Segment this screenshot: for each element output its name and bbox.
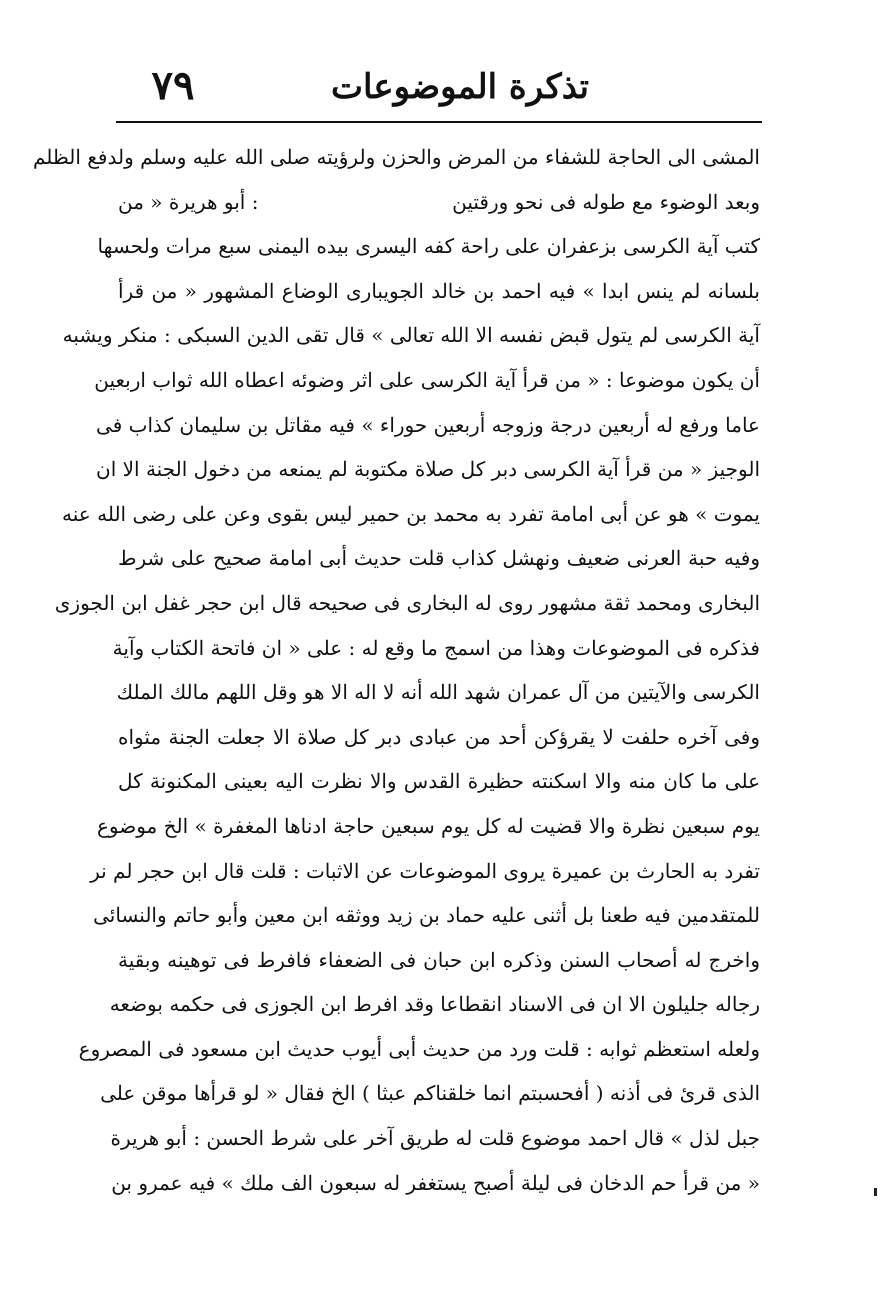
body-text xyxy=(32,135,760,1205)
text-line-11: البخارى ومحمد ثقة مشهور روى له البخارى فى صحيحه قال ابن حجر غفل ابن الجوزى xyxy=(54,590,760,615)
text-line-24: « من قرأ حم الدخان فى ليلة أصبح يستغفر له سبعون الف ملك » فيه عمرو بن xyxy=(111,1170,760,1195)
text-line-9: يموت » هو عن أبى امامة تفرد به محمد بن حمير ليس بقوى وعن على رضى الله عنه xyxy=(62,501,760,526)
page-number: ٧٩ xyxy=(151,62,195,109)
text-line-13: الكرسى والآيتين من آل عمران شهد الله أنه لا اله الا هو وقل اللهم مالك الملك xyxy=(116,680,760,705)
text-line-10: وفيه حبة العرنى ضعيف ونهشل كذاب قلت حديث أبى امامة صحيح على شرط xyxy=(118,546,760,571)
text-line-8: الوجيز « من قرأ آية الكرسى دبر كل صلاة مكتوبة لم يمنعه من دخول الجنة الا ان xyxy=(96,457,760,482)
scan-edge-mark xyxy=(874,1188,877,1196)
text-line-23: جبل لذل » قال احمد موضوع قلت له طريق آخر على شرط الحسن : أبو هريرة xyxy=(110,1126,760,1151)
text-line-20: رجاله جليلون الا ان فى الاسناد انقطاعا وقد افرط ابن الجوزى فى حكمه بوضعه xyxy=(109,992,760,1017)
text-line-5: آية الكرسى لم يتول قبض نفسه الا الله تعالى » قال تقى الدين السبكى : منكر ويشبه xyxy=(62,323,760,348)
text-line-12: فذكره فى الموضوعات وهذا من اسمج ما وقع له : على « ان فاتحة الكتاب وآية xyxy=(112,635,760,660)
text-line-2-left: : أبو هريرة « من xyxy=(118,189,259,214)
text-line-18: للمتقدمين فيه طعنا بل أثنى عليه حماد بن زيد ووثقه ابن معين وأبو حاتم والنسائى xyxy=(93,903,760,928)
header-rule xyxy=(116,121,762,123)
text-line-17: تفرد به الحارث بن عميرة يروى الموضوعات عن الاثبات : قلت قال ابن حجر لم نر xyxy=(90,858,760,883)
text-line-19: واخرج له أصحاب السنن وذكره ابن حبان فى الضعفاء فافرط فى توهينه وبقية xyxy=(118,947,760,972)
text-line-21: ولعله استعظم ثوابه : قلت ورد من حديث أبى أيوب حديث ابن مسعود فى المصروع xyxy=(78,1036,760,1061)
text-line-6: أن يكون موضوعا : « من قرأ آية الكرسى على اثر وضوئه اعطاه الله ثواب اربعين xyxy=(94,367,760,392)
text-line-1: المشى الى الحاجة للشفاء من المرض والحزن ولرؤيته صلى الله عليه وسلم ولدفع الظلم xyxy=(32,145,760,169)
text-line-14: وفى آخره حلفت لا يقرؤكن أحد من عبادى دبر كل صلاة الا جعلت الجنة مثواه xyxy=(118,724,760,749)
text-line-2-right: وبعد الوضوء مع طوله فى نحو ورقتين xyxy=(452,189,760,214)
text-line-16: يوم سبعين نظرة والا قضيت له كل يوم سبعين حاجة ادناها المغفرة » الخ موضوع xyxy=(96,813,760,838)
running-title: تذكرة الموضوعات xyxy=(330,67,590,107)
text-line-22: الذى قرئ فى أذنه ( أفحسبتم انما خلقناكم عبثا ) الخ فقال « لو قرأها موقن على xyxy=(100,1081,760,1106)
text-line-2 xyxy=(118,180,760,225)
text-line-15: على ما كان منه والا اسكنته حظيرة القدس والا نظرت اليه بعينى المكنونة كل xyxy=(118,769,760,794)
text-line-7: عاما ورفع له أربعين درجة وزوجه أربعين حوراء » فيه مقاتل بن سليمان كذاب فى xyxy=(96,412,760,437)
text-line-3: كتب آية الكرسى بزعفران على راحة كفه اليسرى بيده اليمنى سبع مرات ولحسها xyxy=(97,234,760,259)
text-line-4: بلسانه لم ينس ابدا » فيه احمد بن خالد الجويبارى الوضاع المشهور « من قرأ xyxy=(118,278,760,303)
